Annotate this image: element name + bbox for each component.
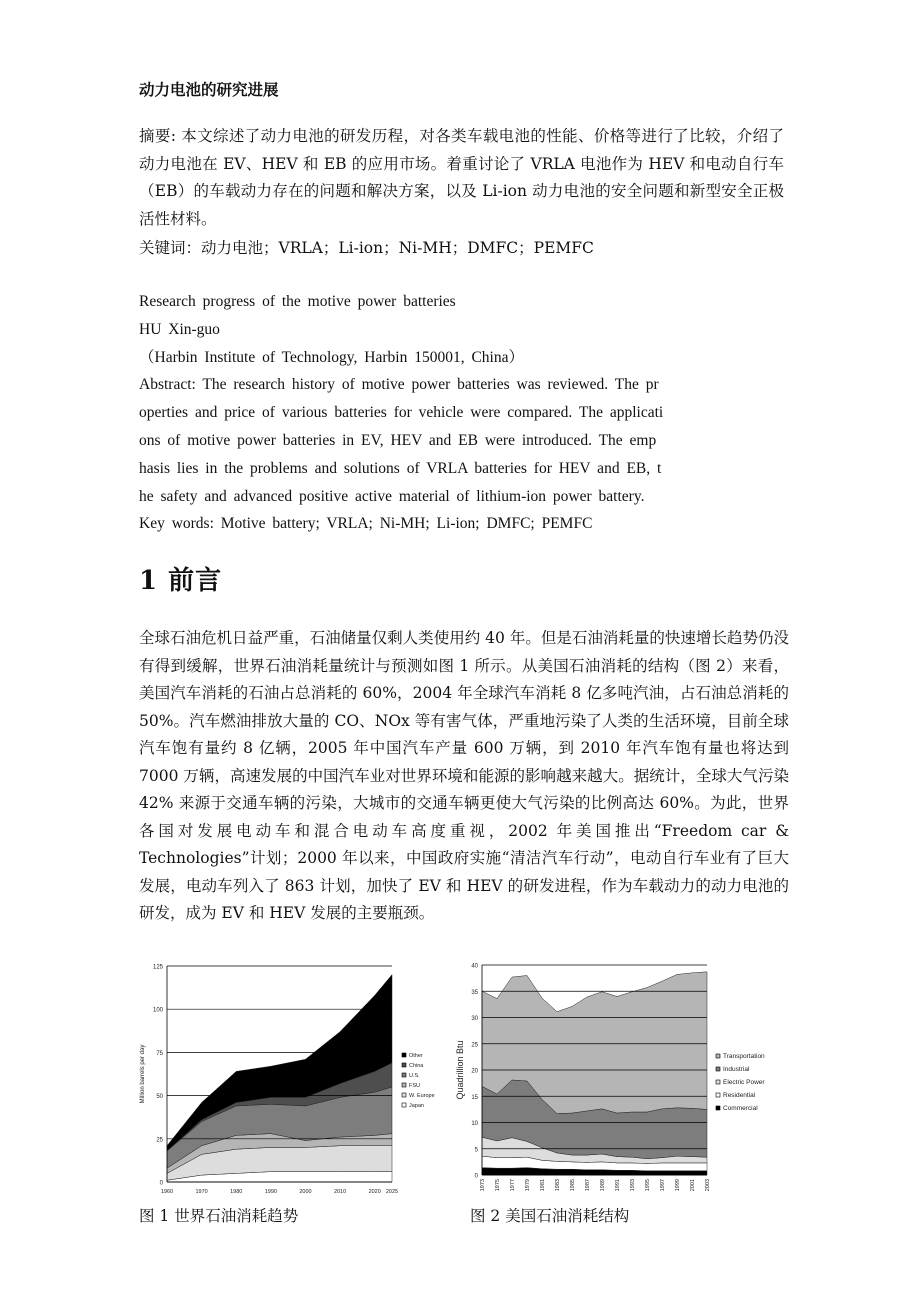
y-tick-label: 20 (471, 1068, 478, 1075)
legend-swatch (716, 1054, 720, 1058)
english-affiliation: （Harbin Institute of Technology, Harbin 150001, China） (139, 348, 524, 366)
x-tick-label: 1987 (585, 1179, 591, 1192)
legend-label: U.S. (409, 1073, 420, 1079)
x-tick-label: 1977 (510, 1179, 516, 1192)
legend-label: Japan (409, 1103, 424, 1109)
x-tick-label: 1979 (525, 1179, 531, 1192)
legend-swatch (716, 1067, 720, 1071)
y-axis-label: Million barrels per day (140, 1044, 146, 1104)
figure-2-caption: 图 2 美国石油消耗结构 (470, 1207, 630, 1225)
legend-label: Transportation (723, 1053, 765, 1060)
x-tick-label: 2000 (299, 1189, 312, 1195)
y-tick-label: 35 (471, 989, 478, 996)
y-tick-label: 40 (471, 963, 478, 970)
y-tick-label: 0 (159, 1180, 163, 1187)
x-tick-label: 1973 (480, 1179, 486, 1192)
english-author: HU Xin-guo (139, 320, 220, 338)
y-tick-label: 10 (471, 1121, 478, 1127)
x-tick-label: 1975 (495, 1179, 501, 1192)
x-tick-label: 1980 (230, 1189, 243, 1195)
legend-swatch (716, 1080, 720, 1084)
english-abstract-block (139, 288, 787, 538)
y-tick-label: 15 (471, 1094, 478, 1101)
x-tick-label: 1981 (540, 1179, 546, 1192)
x-tick-label: 1991 (615, 1179, 621, 1192)
y-tick-label: 100 (152, 1007, 163, 1014)
x-tick-label: 2001 (690, 1179, 696, 1192)
english-keywords: Key words: Motive battery; VRLA; Ni-MH; Li-ion; DMFC; PEMFC (139, 515, 593, 533)
legend-swatch (402, 1073, 406, 1077)
english-abstract-line: operties and price of various batteries for vehicle were compared. The applicati (139, 404, 664, 422)
y-tick-label: 50 (156, 1094, 163, 1101)
english-title: Research progress of the motive power batteries (139, 293, 456, 310)
figure-2 (455, 958, 785, 1207)
y-tick-label: 30 (471, 1016, 478, 1022)
x-tick-label: 1983 (555, 1179, 561, 1192)
chinese-abstract: 摘要: 本文综述了动力电池的研发历程，对各类车载电池的性能、价格等进行了比较，介绍了动力电池在 EV、HEV 和 EB 的应用市场。着重讨论了 VRLA 电池作为 HEV 和电动自行车（EB）的车载动力存在的问题和解决方案，以及 Li-ion 动力电池的安全问题和新型安全正极活性材料。 (139, 127, 784, 228)
x-tick-label: 1999 (675, 1179, 681, 1192)
y-tick-label: 75 (156, 1050, 163, 1057)
legend-label: FSU (409, 1083, 420, 1089)
x-tick-label: 2025 (385, 1189, 399, 1195)
x-tick-label: 1997 (660, 1179, 666, 1192)
y-axis-label: Quadrillion Btu (455, 1040, 465, 1100)
x-tick-label: 2020 (368, 1189, 381, 1195)
legend-swatch (402, 1063, 406, 1067)
legend-swatch (716, 1093, 720, 1097)
english-abstract-line: ons of motive power batteries in EV, HEV and EB were introduced. The emp (139, 431, 657, 449)
x-tick-label: 2010 (333, 1189, 347, 1195)
x-tick-label: 1989 (600, 1179, 606, 1192)
paper-title: 动力电池的研究进展 (139, 80, 279, 99)
x-tick-label: 1960 (160, 1189, 174, 1195)
x-tick-label: 1985 (570, 1179, 576, 1192)
legend-swatch (402, 1053, 406, 1057)
figure-1-caption: 图 1 世界石油消耗趋势 (139, 1207, 299, 1225)
legend-label: Electric Power (723, 1079, 765, 1086)
x-tick-label: 2003 (705, 1179, 711, 1192)
x-tick-label: 1970 (195, 1189, 208, 1195)
legend-label: Other (409, 1053, 423, 1059)
legend-swatch (402, 1103, 406, 1107)
english-abstract-line: he safety and advanced positive active material of lithium-ion power battery. (139, 487, 645, 505)
x-tick-label: 1993 (630, 1179, 636, 1192)
legend-label: China (409, 1063, 424, 1069)
legend-label: W. Europe (409, 1093, 435, 1099)
english-abstract-line: Abstract: The research history of motive power batteries was reviewed. The pr (139, 376, 659, 394)
y-tick-label: 25 (156, 1137, 163, 1144)
legend-swatch (402, 1093, 406, 1097)
y-tick-label: 25 (471, 1042, 478, 1049)
y-tick-label: 125 (152, 964, 163, 971)
english-abstract-line: hasis lies in the problems and solutions of VRLA batteries for HEV and EB, t (139, 459, 662, 477)
x-tick-label: 1990 (264, 1189, 277, 1195)
legend-swatch (716, 1106, 720, 1110)
figure-1 (130, 958, 435, 1207)
legend-label: Industrial (723, 1066, 750, 1073)
x-tick-label: 1995 (645, 1179, 651, 1192)
legend-label: Residential (723, 1092, 756, 1099)
legend-label: Commercial (723, 1105, 758, 1112)
world-oil-consumption-chart (130, 958, 435, 1203)
y-tick-label: 0 (474, 1173, 478, 1180)
chinese-keywords: 关键词：动力电池；VRLA；Li-ion；Ni-MH；DMFC；PEMFC (139, 239, 594, 257)
body-paragraph: 全球石油危机日益严重，石油储量仅剩人类使用约 40 年。但是石油消耗量的快速增长趋势仍没有得到缓解，世界石油消耗量统计与预测如图 1 所示。从美国石油消耗的结构（图 2）来看，美国汽车消耗的石油占总消耗的 60%，2004 年全球汽车消耗 8 亿多吨汽油，占石油总消耗的 50%。汽车燃油排放大量的 CO、NOx 等有害气体，严重地污染了人类的生活环境，目前全球汽车饱有量约 8 亿辆，2005 年中国汽车产量 600 万辆，到 2010 年汽车饱有量也将达到 7000 万辆，高速发展的中国汽车业对世界环境和能源的影响越来越大。据统计，全球大气污染 42% 来源于交通车辆的污染，大城市的交通车辆更使大气污染的比例高达 60%。为此，世界各国对发展电动车和混合电动车高度重视，2002 年美国推出“Freedom car & Technologies”计划；2000 年以来，中国政府实施“清洁汽车行动”，电动自行车业有了巨大发展，电动车列入了 863 计划，加快了 EV 和 HEV 的研发进程，作为车载动力的动力电池的研发，成为 EV 和 HEV 发展的主要瓶颈。 (139, 629, 789, 922)
legend-swatch (402, 1083, 406, 1087)
y-tick-label: 5 (474, 1147, 478, 1154)
section-heading: 1 前言 (139, 566, 223, 596)
us-oil-consumption-chart (455, 958, 785, 1203)
